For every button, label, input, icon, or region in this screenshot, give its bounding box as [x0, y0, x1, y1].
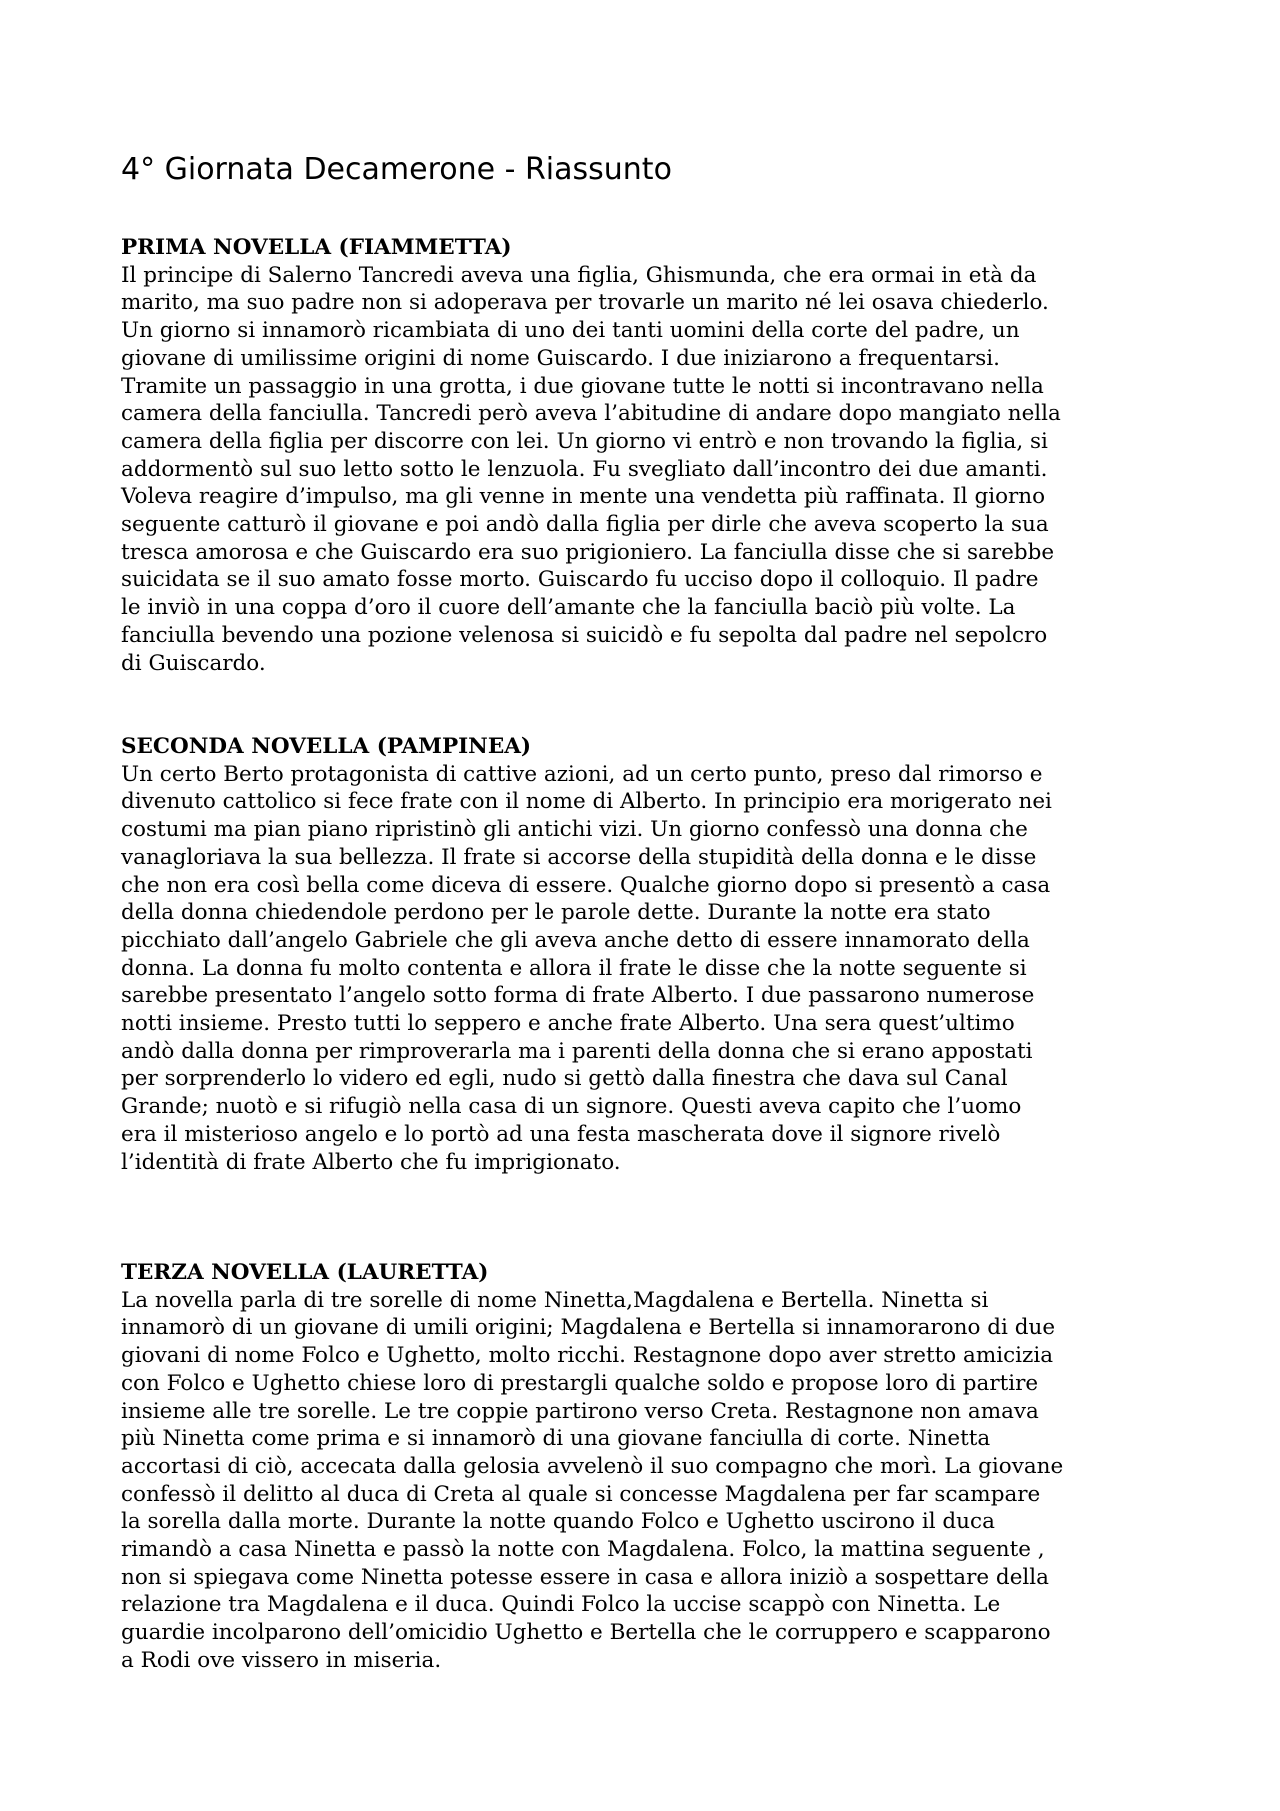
document-title: 4° Giornata Decamerone - Riassunto — [121, 152, 672, 187]
section-body: La novella parla di tre sorelle di nome Ninetta,Magdalena e Bertella. Ninetta si innamorò di un giovane di umili origini; Magdalena e Bertella si innamorarono di due giovani di nome Folco e Ughetto, molto ricchi. Restagnone dopo aver stretto amicizia con Folco e Ughetto chiese loro di prestargli qualche soldo e propose loro di partire insieme alle tre sorelle. Le tre coppie partirono verso Creta. Restagnone non amava più Ninetta come prima e si innamorò di una giovane fanciulla di corte. Ninetta accortasi di ciò, accecata dalla gelosia avvelenò il suo compagno che morì. La giovane confessò il delitto al duca di Creta al quale si concesse Magdalena per far scampare la sorella dalla morte. Durante la notte quando Folco e Ughetto uscirono il duca rimandò a casa Ninetta e passò la notte con Magdalena. Folco, la mattina seguente , non si spiegava come Ninetta potesse essere in casa e allora iniziò a sospettare della relazione tra Magdalena e il duca. Quindi Folco la uccise scappò con Ninetta. Le guardie incolparono dell’omicidio Ughetto e Bertella che le corruppero e scapparono a Rodi ove vissero in miseria. — [121, 1287, 1064, 1673]
section-heading: PRIMA NOVELLA (FIAMMETTA) — [121, 235, 512, 260]
novella-section-seconda — [121, 733, 1181, 1176]
section-body: Un certo Berto protagonista di cattive azioni, ad un certo punto, preso dal rimorso e divenuto cattolico si fece frate con il nome di Alberto. In principio era morigerato nei costumi ma pian piano ripristinò gli antichi vizi. Un giorno confessò una donna che vanagloriava la sua bellezza. Il frate si accorse della stupidità della donna e le disse che non era così bella come diceva di essere. Qualche giorno dopo si presentò a casa della donna chiedendole perdono per le parole dette. Durante la notte era stato picchiato dall’angelo Gabriele che gli aveva anche detto di essere innamorato della donna. La donna fu molto contenta e allora il frate le disse che la notte seguente si sarebbe presentato l’angelo sotto forma di frate Alberto. I due passarono numerose notti insieme. Presto tutti lo seppero e anche frate Alberto. Una sera quest’ultimo andò dalla donna per rimproverarla ma i parenti della donna che si erano appostati per sorprenderlo lo videro ed egli, nudo si gettò dalla finestra che dava sul Canal Grande; nuotò e si rifugiò nella casa di un signore. Questi aveva capito che l’uomo era il misterioso angelo e lo portò ad una festa mascherata dove il signore rivelò l’identità di frate Alberto che fu imprigionato. — [121, 761, 1052, 1175]
section-heading: SECONDA NOVELLA (PAMPINEA) — [121, 734, 532, 759]
novella-section-terza — [121, 1259, 1181, 1675]
section-heading: TERZA NOVELLA (LAURETTA) — [121, 1260, 489, 1285]
section-body: Il principe di Salerno Tancredi aveva una figlia, Ghismunda, che era ormai in età da marito, ma suo padre non si adoperava per trovarle un marito né lei osava chiederlo. Un giorno si innamorò ricambiata di uno dei tanti uomini della corte del padre, un giovane di umilissime origini di nome Guiscardo. I due iniziarono a frequentarsi. Tramite un passaggio in una grotta, i due giovane tutte le notti si incontravano nella camera della fanciulla. Tancredi però aveva l’abitudine di andare dopo mangiato nella camera della figlia per discorre con lei. Un giorno vi entrò e non trovando la figlia, si addormentò sul suo letto sotto le lenzuola. Fu svegliato dall’incontro dei due amanti. Voleva reagire d’impulso, ma gli venne in mente una vendetta più raffinata. Il giorno seguente catturò il giovane e poi andò dalla figlia per dirle che aveva scoperto la sua tresca amorosa e che Guiscardo era suo prigioniero. La fanciulla disse che si sarebbe suicidata se il suo amato fosse morto. Guiscardo fu ucciso dopo il colloquio. Il padre le inviò in una coppa d’oro il cuore dell’amante che la fanciulla baciò più volte. La fanciulla bevendo una pozione velenosa si suicidò e fu sepolta dal padre nel sepolcro di Guiscardo. — [121, 262, 1061, 676]
novella-section-prima — [121, 234, 1181, 677]
